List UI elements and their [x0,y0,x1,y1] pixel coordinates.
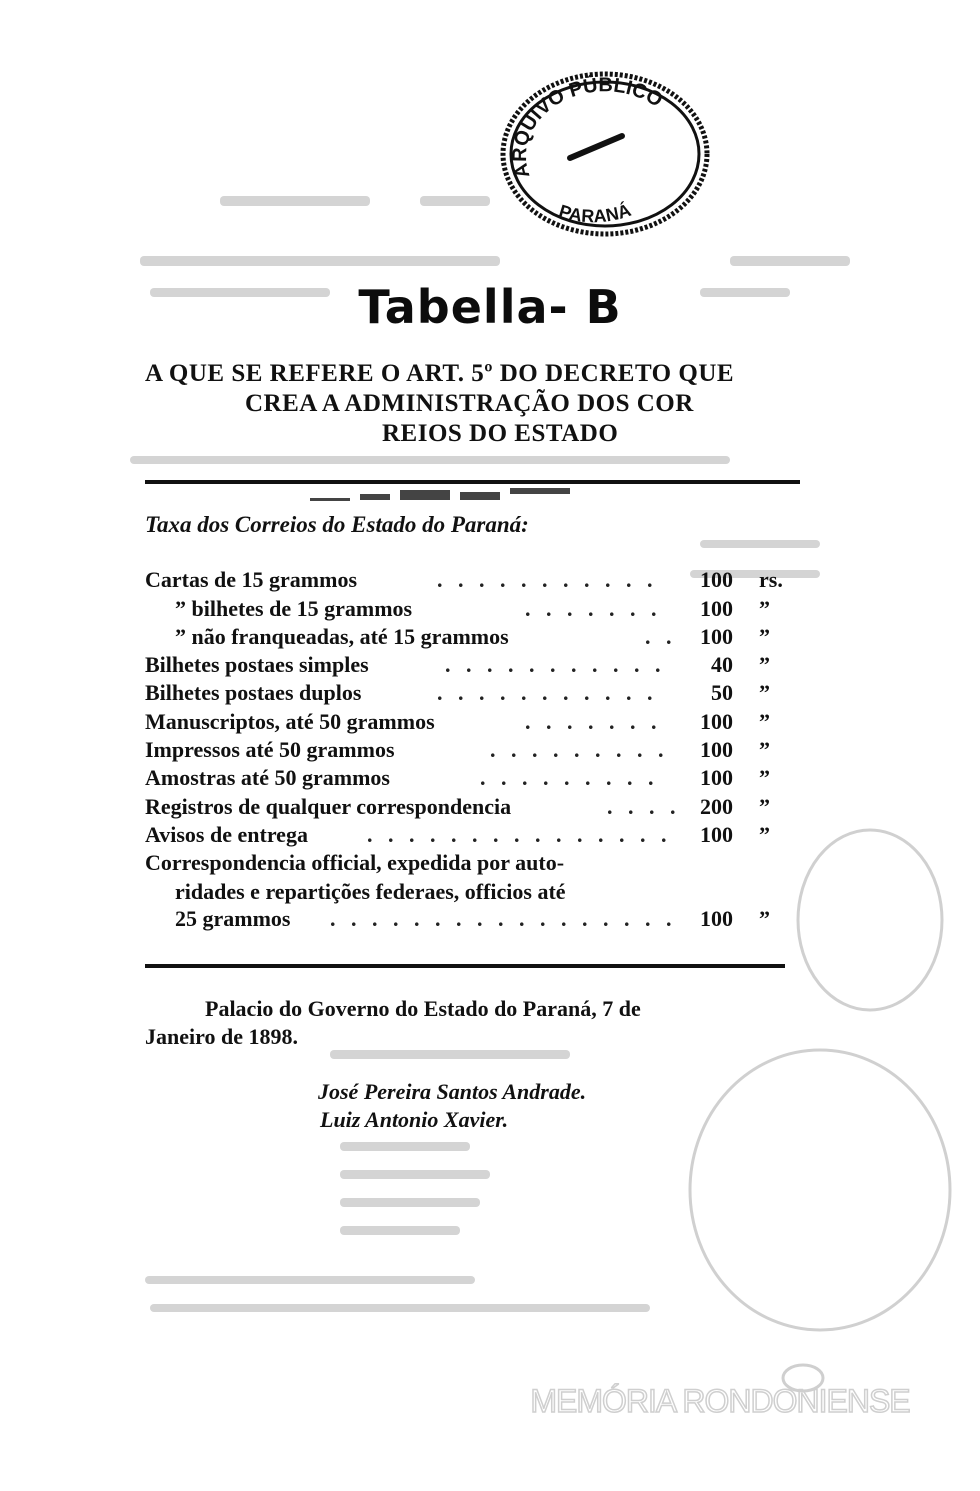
rate-unit: ” [759,765,770,790]
leader-dots: . . . . . . . . . . . . . . . [367,822,672,847]
rate-unit: rs. [759,567,783,592]
rate-value: 100 [700,906,733,931]
stamp-bottom-text: PARANÁ [556,199,634,227]
subtitle-line-1: A QUE SE REFERE O ART. 5º DO DECRETO QUE [145,360,735,387]
rate-value: 100 [700,737,733,762]
official-line-2: ridades e repartições federaes, officios até [175,879,566,904]
svg-text:ARQUIVO PÚBLICO [509,72,666,180]
leader-dots: . . . . . . . . . [480,765,659,790]
rate-label: Registros de qualquer correspondencia [145,794,512,819]
rate-label: Bilhetes postaes duplos [145,680,362,705]
leader-dots: . . . . . . . [525,709,662,734]
rate-label: Amostras até 50 grammos [145,765,390,790]
rate-value: 100 [700,765,733,790]
rate-row [145,567,785,595]
rate-row [145,737,785,765]
rate-unit: ” [759,709,770,734]
signature-2: Luiz Antonio Xavier. [320,1107,509,1132]
rate-label: Avisos de entrega [145,822,308,847]
rate-value: 100 [700,709,733,734]
rate-value: 50 [711,680,733,705]
rate-unit: ” [759,822,770,847]
rate-unit: ” [759,596,770,621]
page-title: Tabella- B [358,280,622,334]
rate-unit: ” [759,737,770,762]
rate-row [145,709,785,737]
rate-label: ” não franqueadas, até 15 grammos [175,624,509,649]
rate-value: 100 [700,567,733,592]
rate-row [145,765,785,793]
rate-label: ” bilhetes de 15 grammos [175,596,413,621]
rate-value: 100 [700,596,733,621]
rate-row [145,596,785,624]
section-heading: Taxa dos Correios do Estado do Paraná: [145,512,529,537]
watermark-logo [505,1360,935,1420]
rate-label: Bilhetes postaes simples [145,652,369,677]
rate-row [145,652,785,680]
leader-dots: . . [645,624,677,649]
leader-dots: . . . . . . . . . . . [437,680,658,705]
rate-value: 100 [700,822,733,847]
rate-value: 40 [711,652,733,677]
leader-dots: . . . . . . . [525,596,662,621]
subtitle-line-3: REIOS DO ESTADO [382,420,619,447]
leader-dots: . . . . . . . . . . . [437,567,658,592]
rate-label: Impressos até 50 grammos [145,737,395,762]
leader-dots: . . . . [607,794,681,819]
closing-line-2: Janeiro de 1898. [145,1024,298,1049]
leader-dots: . . . . . . . . . . . [445,652,666,677]
rate-value: 100 [700,624,733,649]
official-line-1: Correspondencia official, expedida por auto- [145,850,565,875]
rate-label: 25 grammos [175,906,291,931]
stamp-top-text: ARQUIVO PÚBLICO [509,74,667,181]
watermark-text: MEMÓRIA RONDONIENSE [530,1383,910,1419]
rate-row [145,822,785,850]
rate-label: Manuscriptos, até 50 grammos [145,709,435,734]
subtitle-line-2: CREA A ADMINISTRAÇÃO DOS COR [245,390,694,417]
leader-dots: . . . . . . . . . [490,737,669,762]
rate-unit: ” [759,794,770,819]
rate-unit: ” [759,624,770,649]
rate-row [145,794,785,822]
leader-dots: . . . . . . . . . . . . . . . . . [330,906,677,931]
archive-stamp [498,66,712,242]
rate-unit: ” [759,906,770,931]
bottom-divider [145,964,785,968]
rate-unit: ” [759,680,770,705]
rate-row [145,680,785,708]
svg-text:PARANÁ [557,199,634,227]
signature-1: José Pereira Santos Andrade. [318,1079,587,1104]
rate-row-official [145,906,785,934]
rate-value: 200 [700,794,733,819]
rate-row [145,624,785,652]
closing-line-1: Palacio do Governo do Estado do Paraná, 7 de [205,996,641,1021]
top-divider [145,480,800,484]
rate-label: Cartas de 15 grammos [145,567,358,592]
divider-ornament [300,486,600,510]
rate-unit: ” [759,652,770,677]
